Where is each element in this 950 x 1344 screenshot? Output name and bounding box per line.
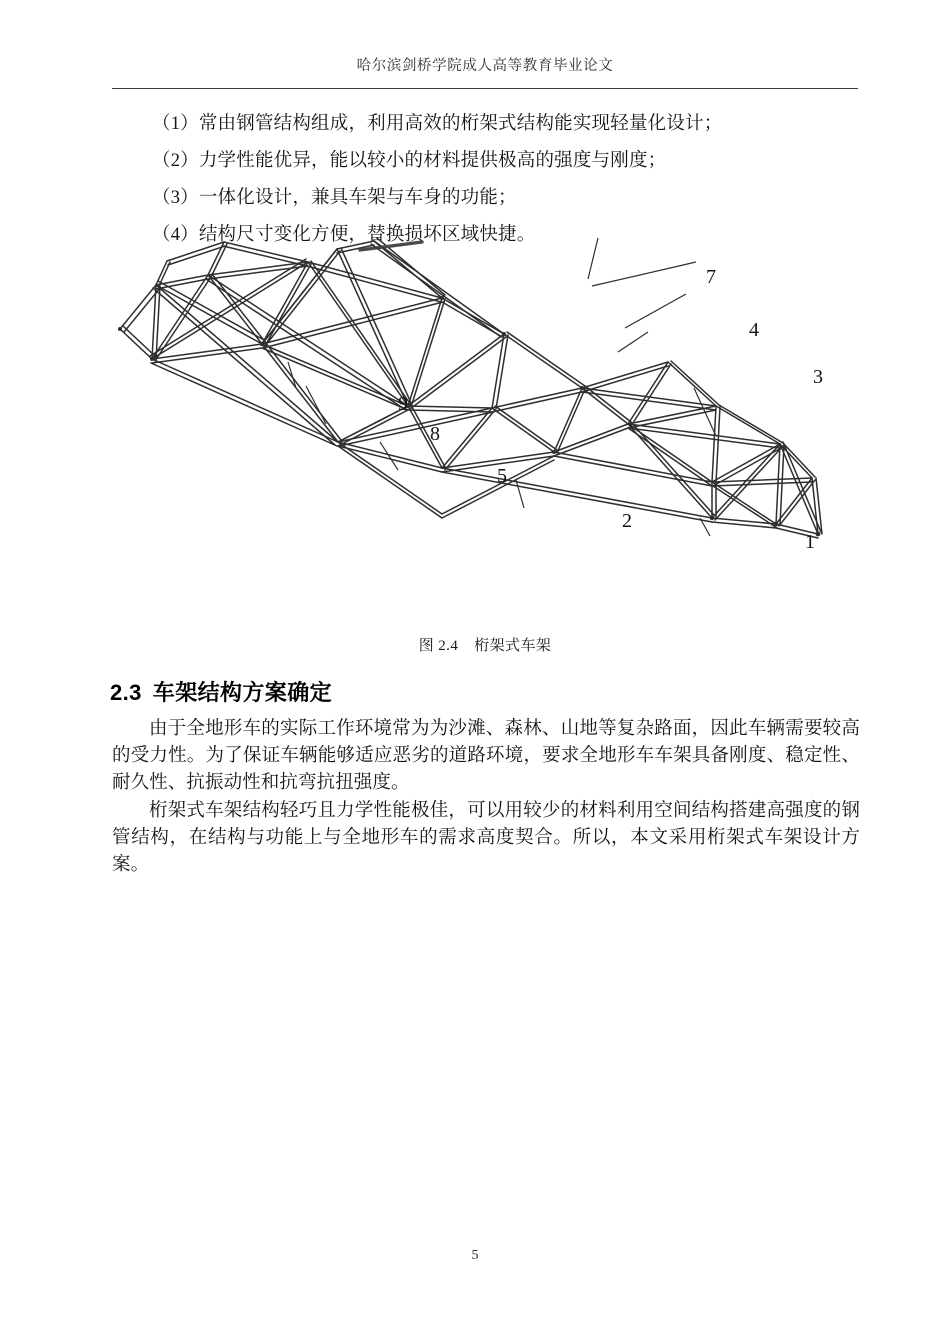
section-number: 2.3 [110, 680, 142, 705]
figure-caption-title: 桁架式车架 [474, 638, 552, 654]
callout-label: 7 [706, 266, 716, 288]
list-item: （3）一体化设计，兼具车架与车身的功能； [152, 188, 517, 208]
paragraph: 桁架式车架结构轻巧且力学性能极佳，可以用较少的材料利用空间结构搭建高强度的钢管结构，在结构与功能上与全地形车的需求高度契合。所以，本文采用桁架式车架设计方案。 [112, 800, 860, 876]
features-list [152, 106, 852, 254]
callout-label: 1 [805, 531, 815, 553]
section-heading [110, 676, 332, 707]
truss-frame-drawing [112, 236, 858, 606]
callout-label: 2 [622, 510, 632, 532]
running-header-text: 哈尔滨剑桥学院成人高等教育毕业论文 [356, 58, 614, 74]
figure-caption [112, 634, 858, 655]
callout-label: 4 [749, 319, 759, 341]
section-body [112, 716, 860, 879]
page-number: 5 [471, 1248, 479, 1263]
list-item: （1）常由钢管结构组成，利用高效的桁架式结构能实现轻量化设计； [152, 114, 723, 134]
page-title: 车架结构方案确定 [152, 680, 332, 705]
callout-label: 9 [398, 393, 408, 415]
figure-caption-number: 图 2.4 [418, 638, 459, 654]
figure-truss-frame [112, 236, 858, 606]
callout-label: 5 [497, 465, 507, 487]
running-header [112, 58, 858, 75]
list-item: （2）力学性能优异，能以较小的材料提供极高的强度与刚度； [152, 151, 667, 171]
paragraph: 由于全地形车的实际工作环境常为为沙滩、森林、山地等复杂路面，因此车辆需要较高的受力性。为了保证车辆能够适应恶劣的道路环境，要求全地形车车架具备刚度、稳定性、耐久性、抗振动性和抗弯抗扭强度。 [112, 719, 860, 794]
header-rule [112, 88, 858, 89]
list-item: （4）结构尺寸变化方便，替换损坏区域快捷。 [152, 225, 536, 245]
callout-label: 3 [813, 366, 823, 388]
callout-label: 8 [430, 423, 440, 445]
